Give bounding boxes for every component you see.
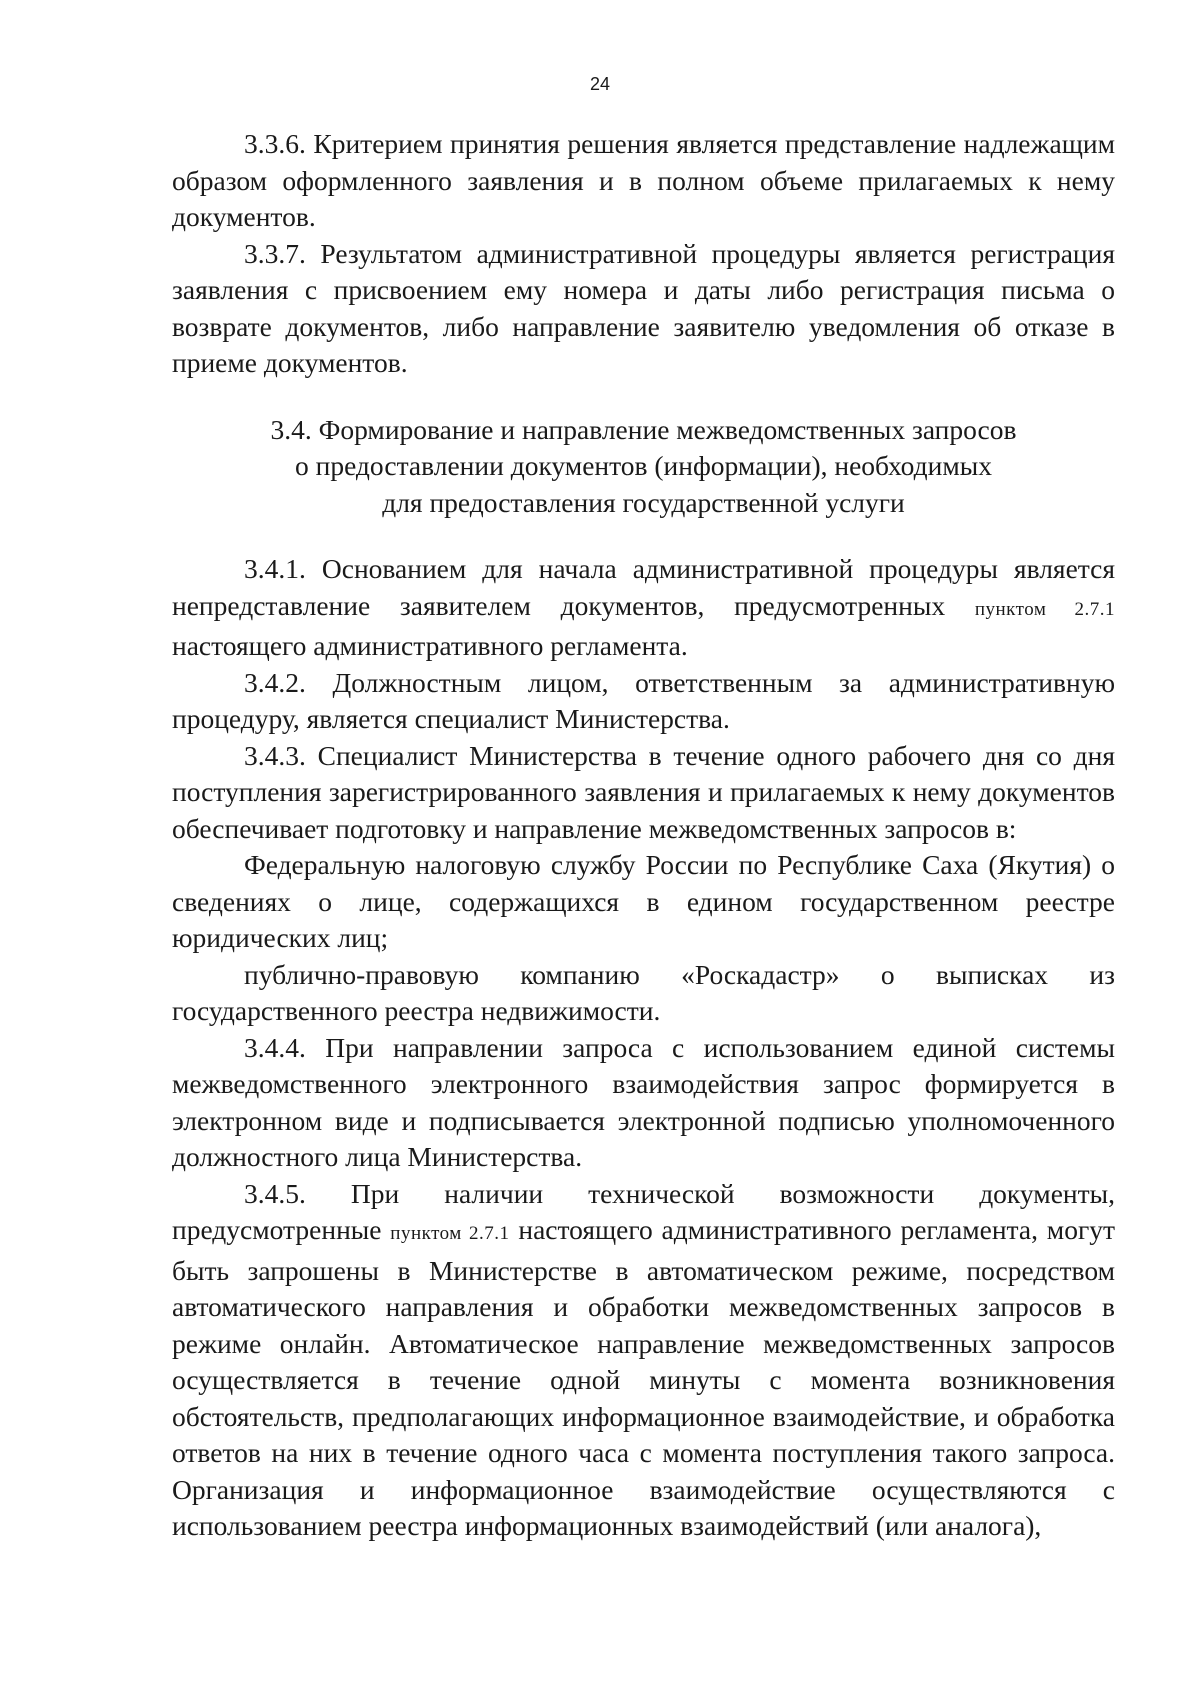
paragraph-3-3-7: 3.3.7. Результатом административной процедуры является регистрация заявления с присвоением ему номера и даты либо регистрация письма о возврате документов, либо направление заявителю уведомления об отказе в приеме документов. (172, 237, 1115, 378)
paragraph-roskadastr: публично-правовую компанию «Роскадастр» о выписках из государственного реестра недвижимости. (172, 958, 1115, 1026)
paragraph-3-4-5-text: 3.4.5. При наличии технической возможности документы, предусмотренные (172, 1177, 1115, 1245)
clause-reference: пунктом 2.7.1 (390, 1223, 510, 1244)
section-heading-3-4 (172, 412, 1115, 522)
heading-line-3: для предоставления государственной услуги (382, 486, 905, 518)
paragraph-3-4-5-tail: настоящего административного регламента, могут быть запрошены в Министерстве в автоматическом режиме, посредством автоматического направления и обработки межведомственных запросов в режиме онлайн. Автоматическое направление межведомственных запросов осуществляется в течение одной минуты с момента возникновения обстоятельств, предполагающих информационное взаимодействие, и обработка ответов на них в течение одного часа с момента поступления такого запроса. Организация и информационное взаимодействие осуществляются с использованием реестра информационных взаимодействий (или аналога), (172, 1214, 1115, 1541)
document-body (172, 126, 1115, 1545)
paragraph-fns: Федеральную налоговую службу России по Республике Саха (Якутия) о сведениях о лице, содержащихся в едином государственном реестре юридических лиц; (172, 849, 1115, 953)
paragraph-3-4-5 (172, 1176, 1115, 1545)
paragraph-3-4-2: 3.4.2. Должностным лицом, ответственным за административную процедуру, является специалист Министерства. (172, 666, 1115, 734)
clause-reference: пунктом 2.7.1 (974, 598, 1115, 620)
paragraph-3-4-4: 3.4.4. При направлении запроса с использованием единой системы межведомственного электронного взаимодействия запрос формируется в электронном виде и подписывается электронной подписью уполномоченного должностного лица Министерства. (172, 1031, 1115, 1172)
page-number: 24 (589, 74, 611, 94)
heading-line-2: о предоставлении документов (информации), необходимых (295, 450, 992, 481)
paragraph-3-4-1 (172, 551, 1115, 665)
paragraph-3-4-3: 3.4.3. Специалист Министерства в течение одного рабочего дня со дня поступления зарегистрированного заявления и прилагаемых к нему документов обеспечивает подготовку и направление межведомственных запросов в: (172, 739, 1115, 844)
paragraph-3-4-1-text: 3.4.1. Основанием для начала административной процедуры является непредставление заявителем документов, предусмотренных (172, 553, 1115, 621)
heading-line-1: 3.4. Формирование и направление межведомственных запросов (270, 413, 1017, 445)
paragraph-3-3-6: 3.3.6. Критерием принятия решения является представление надлежащим образом оформленного заявления и в полном объеме прилагаемых к нему документов. (172, 128, 1115, 232)
paragraph-3-4-1-tail: настоящего административного регламента. (172, 630, 688, 661)
